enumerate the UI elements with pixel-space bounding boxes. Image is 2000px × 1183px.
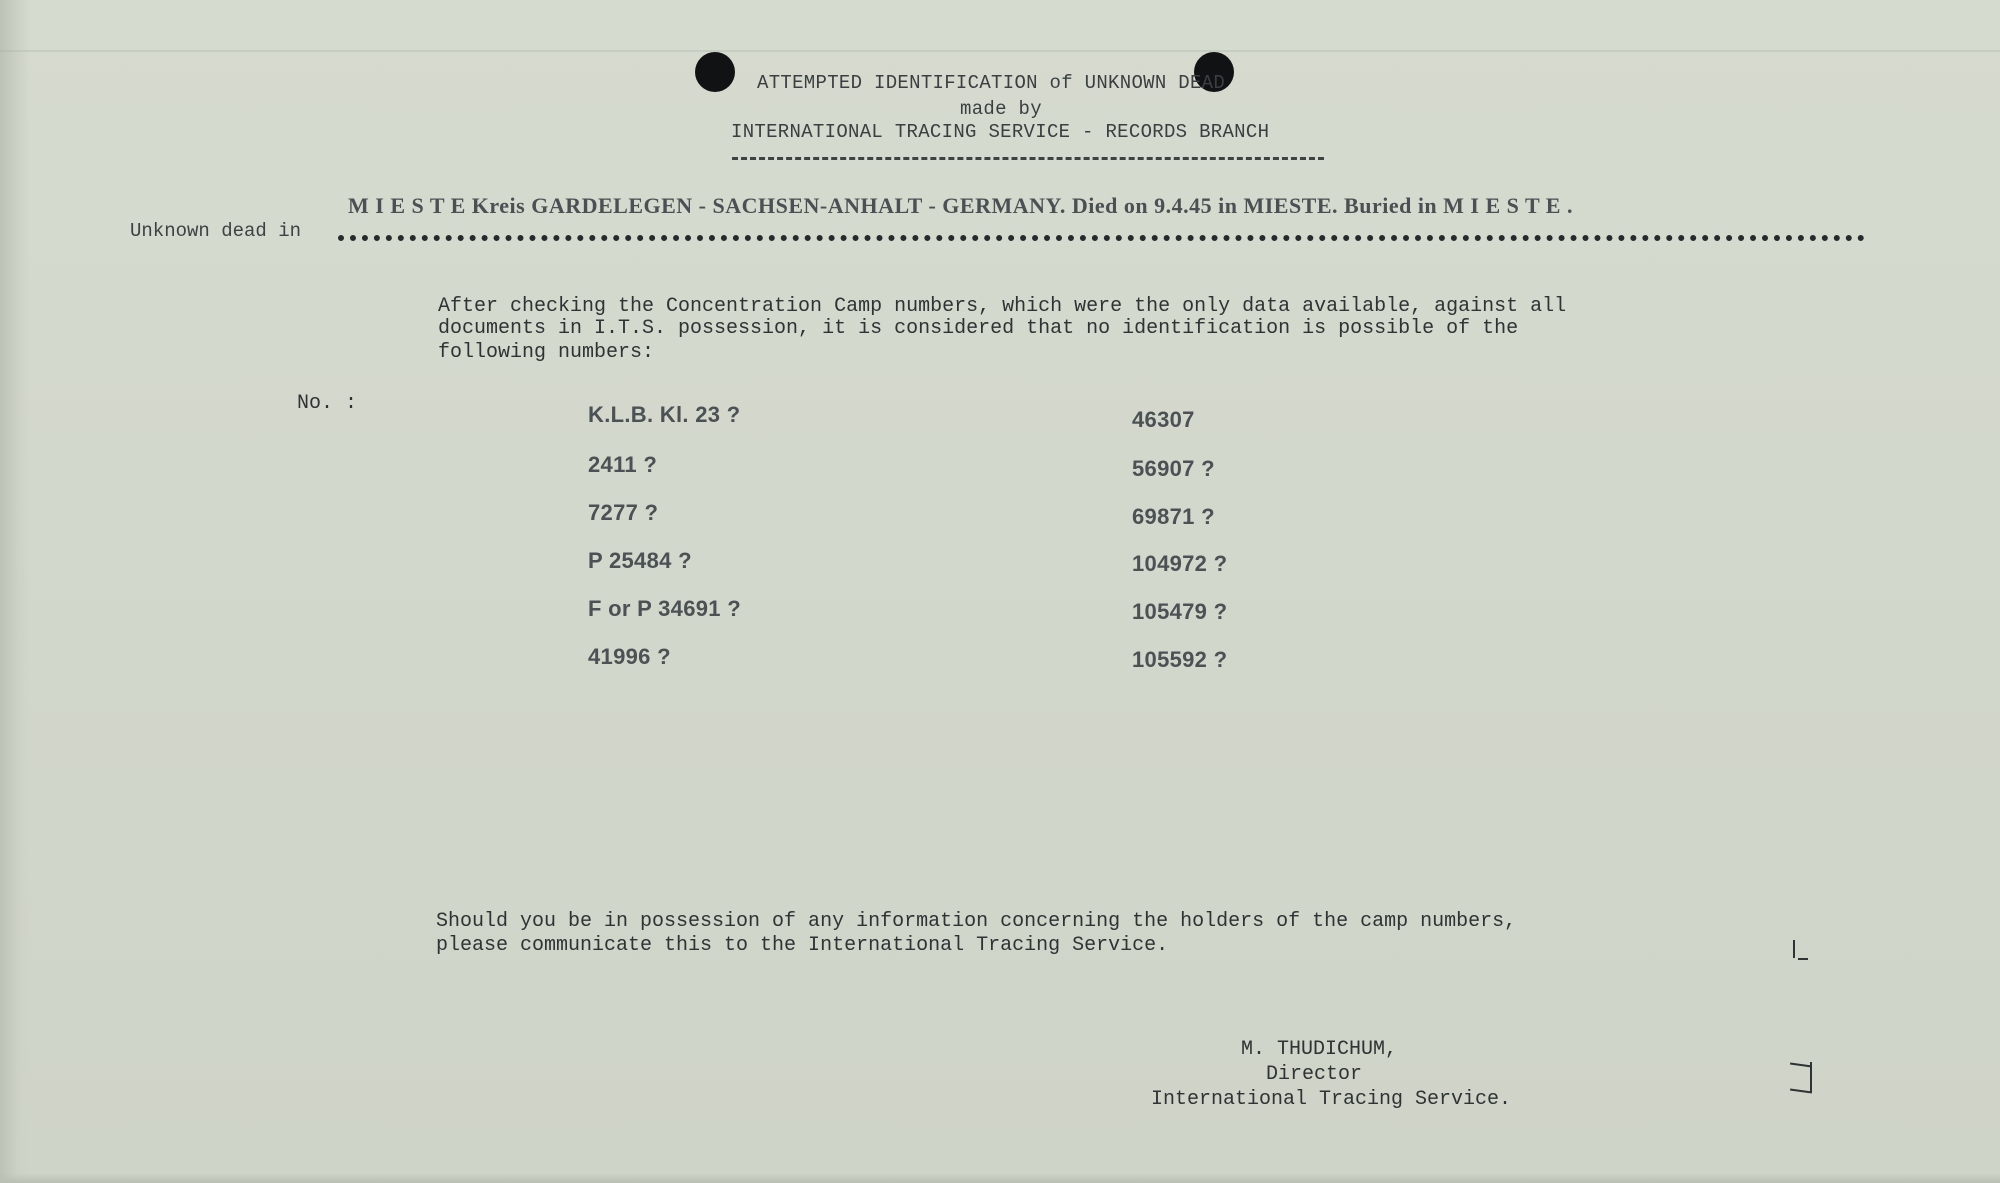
margin-mark-1 <box>1790 1062 1812 1067</box>
signature-title: Director <box>1266 1063 1363 1086</box>
margin-tick-dash <box>1798 958 1808 960</box>
right-number-1: 46307 <box>1132 407 1195 432</box>
margin-mark-3 <box>1810 1062 1812 1092</box>
location-label: Unknown dead in <box>130 220 302 242</box>
left-number-2: 2411 ? <box>588 452 658 477</box>
closing-line-1: Should you be in possession of any information concerning the holders of the camp numbers, <box>436 910 1517 933</box>
numbers-label: No. : <box>297 392 358 415</box>
page-left-edge <box>0 0 30 1183</box>
location-value: M I E S T E Kreis GARDELEGEN - SACHSEN-ANHALT - GERMANY. Died on 9.4.45 in MIESTE. Buried in M I E S T E . <box>348 193 1573 218</box>
right-number-4: 104972 ? <box>1132 551 1228 576</box>
header-title: ATTEMPTED IDENTIFICATION of UNKNOWN DEAD <box>757 72 1226 94</box>
punch-hole-left <box>695 52 735 92</box>
left-number-3: 7277 ? <box>588 500 659 525</box>
left-number-6: 41996 ? <box>588 644 671 669</box>
header-organization: INTERNATIONAL TRACING SERVICE - RECORDS BRANCH <box>731 121 1270 143</box>
left-number-5: F or P 34691 ? <box>588 596 741 621</box>
paragraph-line-2: documents in I.T.S. possession, it is considered that no identification is possible of the <box>438 317 1519 340</box>
left-number-1: K.L.B. Kl. 23 ? <box>588 402 741 427</box>
page-bottom-edge <box>0 1173 2000 1183</box>
paragraph-line-1: After checking the Concentration Camp numbers, which were the only data available, against all <box>438 295 1567 318</box>
faint-top-rule <box>0 50 2000 52</box>
right-number-3: 69871 ? <box>1132 504 1215 529</box>
left-number-4: P 25484 ? <box>588 548 692 573</box>
signature-organization: International Tracing Service. <box>1151 1088 1512 1111</box>
header-made-by: made by <box>960 98 1042 120</box>
right-number-5: 105479 ? <box>1132 599 1228 624</box>
paragraph-line-3: following numbers: <box>438 341 655 364</box>
margin-tick-top <box>1793 940 1795 958</box>
signature-name: M. THUDICHUM, <box>1241 1038 1398 1061</box>
right-number-2: 56907 ? <box>1132 456 1215 481</box>
header-underline <box>732 157 1324 160</box>
right-number-6: 105592 ? <box>1132 647 1228 672</box>
margin-mark-2 <box>1790 1088 1812 1093</box>
location-dotted-line <box>338 235 1865 241</box>
closing-line-2: please communicate this to the International Tracing Service. <box>436 934 1169 957</box>
